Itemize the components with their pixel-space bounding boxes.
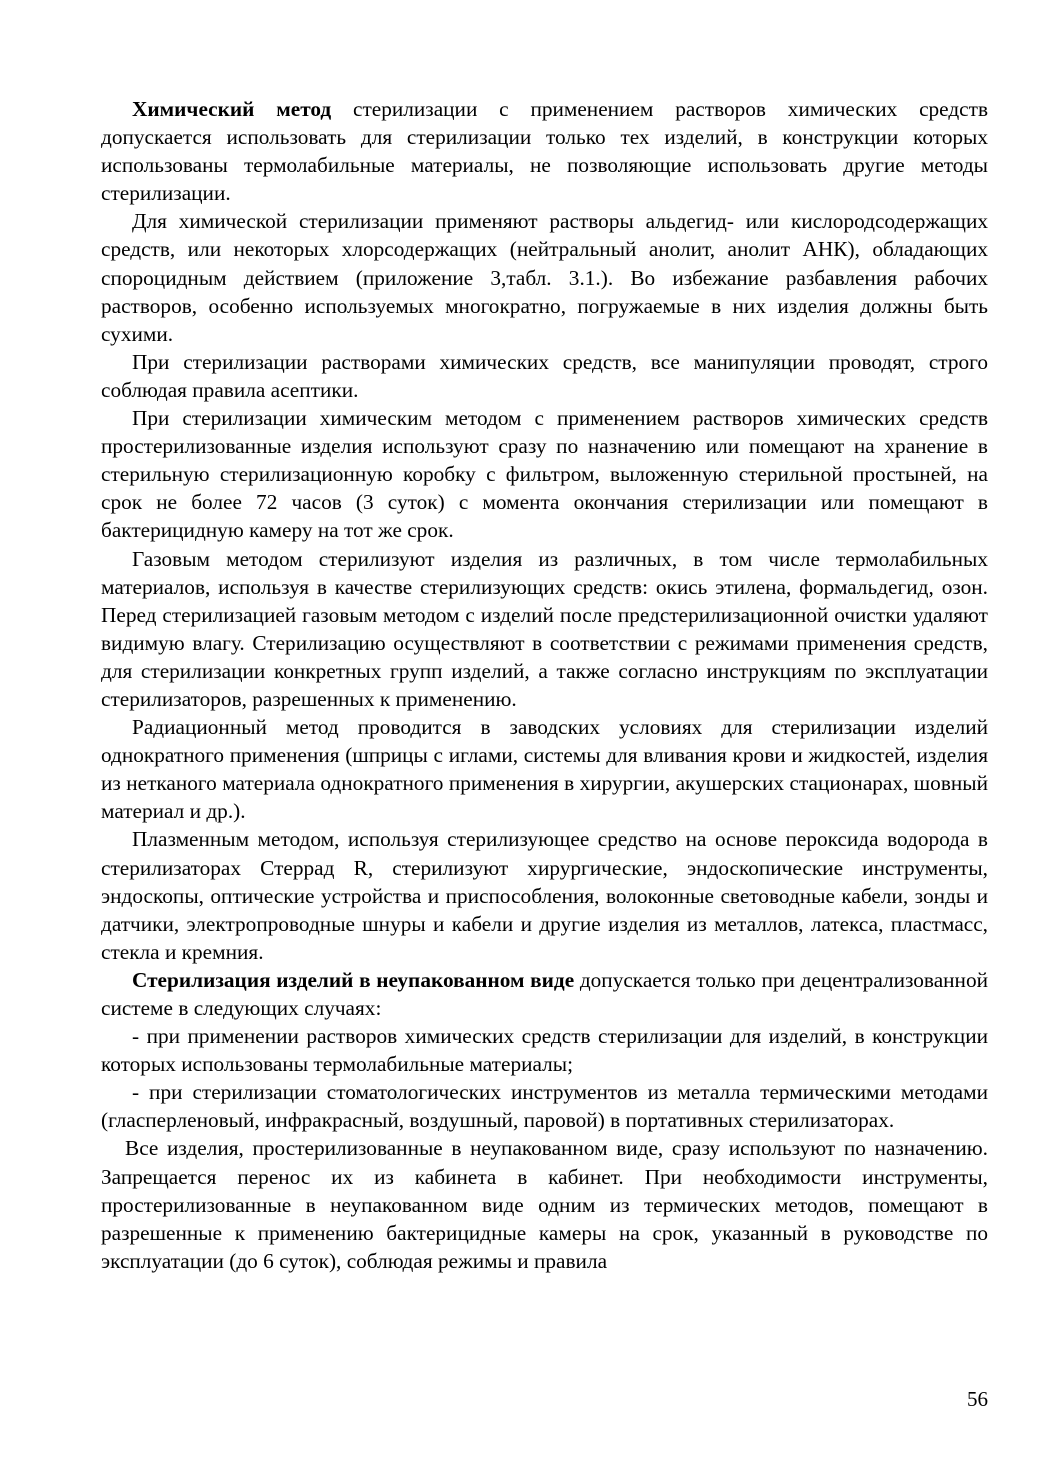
paragraph-chemical-method	[101, 95, 988, 207]
list-item-dental: - при стерилизации стоматологических инструментов из металла термическими методами (гласперленовый, инфракрасный, воздушный, паровой) в портативных стерилизаторах.	[101, 1080, 988, 1133]
term-chemical-method: Химический метод	[132, 97, 332, 121]
term-unpacked-sterilization: Стерилизация изделий в неупакованном виде	[132, 967, 575, 992]
page-number: 56	[967, 1387, 988, 1411]
list-item-chemical: - при применении растворов химических средств стерилизации для изделий, в конструкции которых использованы термолабильные материалы;	[101, 1024, 988, 1077]
paragraph-text: допускается только при децентрализованной системе в следующих случаях:	[101, 967, 988, 1020]
paragraph-radiation-method: Радиационный метод проводится в заводских условиях для стерилизации изделий однократного применения (шприцы с иглами, системы для вливания крови и жидкостей, изделия из нетканого материала однократного применения в хирургии, акушерских стационарах, шовный материал и др.).	[101, 715, 988, 824]
paragraph-unpacked-usage: Все изделия, простерилизованные в неупакованном виде, сразу используют по назначению. Запрещается перенос их из кабинета в кабинет. При необходимости инструменты, простерилизованные в неупакованном виде одним из термических методов, помещают в разрешенные к применению бактерицидные камеры на срок, указанный в руководстве по эксплуатации (до 6 суток), соблюдая режимы и правила	[101, 1136, 988, 1273]
paragraph-storage: При стерилизации химическим методом с применением растворов химических средств простерилизованные изделия используют сразу по назначению или помещают на хранение в стерильную стерилизационную коробку с фильтром, выложенную стерильной простыней, на срок не более 72 часов (3 суток) с момента окончания стерилизации или помещают в бактерицидную камеру на тот же срок.	[101, 406, 988, 543]
page-body	[101, 95, 988, 1275]
paragraph-asepsis: При стерилизации растворами химических средств, все манипуляции проводят, строго соблюдая правила асептики.	[101, 349, 988, 402]
paragraph-text: стерилизации с применением растворов химических средств допускается использовать для стерилизации только тех изделий, в конструкции которых использованы термолабильные материалы, не позволяющие использовать другие методы стерилизации.	[101, 97, 988, 206]
paragraph-gas-method: Газовым методом стерилизуют изделия из различных, в том числе термолабильных материалов, используя в качестве стерилизующих средств: окись этилена, формальдегид, озон. Перед стерилизацией газовым методом с изделий после предстерилизационной очистки удаляют видимую влагу. Стерилизацию осуществляют в соответствии с режимами применения средств, для стерилизации конкретных групп изделий, а также согласно инструкциям по эксплуатации стерилизаторов, разрешенных к применению.	[101, 546, 988, 711]
paragraph-chemical-solutions: Для химической стерилизации применяют растворы альдегид- или кислородсодержащих средств, или некоторых хлорсодержащих (нейтральный анолит, анолит АНК), обладающих спороцидным действием (приложение 3,табл. 3.1.). Во избежание разбавления рабочих растворов, особенно используемых многократно, погружаемые в них изделия должны быть сухими.	[101, 209, 988, 346]
paragraph-unpacked-sterilization	[101, 966, 988, 1022]
paragraph-plasma-method: Плазменным методом, используя стерилизующее средство на основе пероксида водорода в стерилизаторах Стеррад R, стерилизуют хирургические, эндоскопические инструменты, эндоскопы, оптические устройства и приспособления, волоконные световодные кабели, зонды и датчики, электропроводные шнуры и кабели и другие изделия из металлов, латекса, пластмасс, стекла и кремния.	[101, 827, 988, 964]
